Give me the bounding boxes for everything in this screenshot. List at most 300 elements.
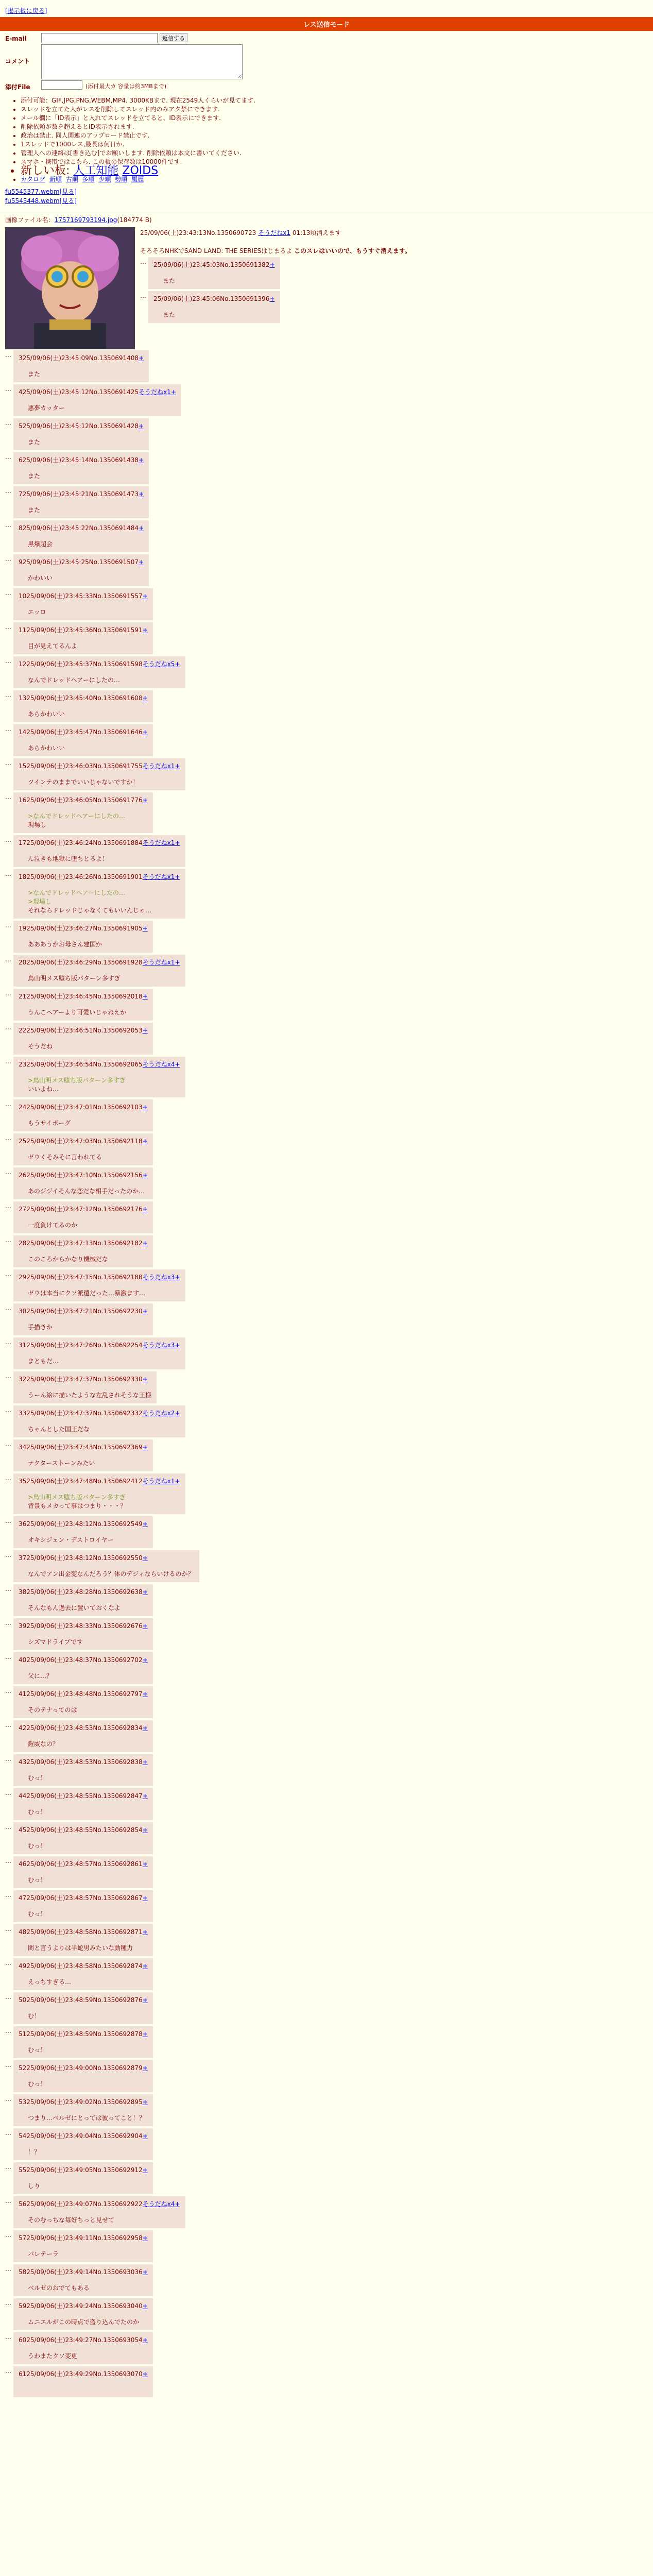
reply-header: [19, 487, 144, 498]
reply-plus-button[interactable]: +: [142, 2166, 148, 2174]
reply-indent-marker: …: [5, 589, 11, 597]
reply-indent-marker: …: [5, 2299, 11, 2307]
reply-plus-button[interactable]: +: [142, 993, 148, 1000]
character-thumbnail-icon: [6, 228, 134, 349]
reply-body: [19, 1001, 148, 1021]
reply-line: このころからかなり機械だな: [28, 1256, 109, 1263]
reply-post: [13, 1992, 153, 2024]
reply-plus-button[interactable]: +: [175, 1061, 180, 1068]
reply-row: [5, 1472, 653, 1515]
reply-indent-marker: …: [5, 1585, 11, 1592]
reply-soudane-button[interactable]: そうだねx1: [142, 1478, 175, 1485]
reply-line: 現場し: [28, 821, 47, 828]
reply-post: [13, 2026, 153, 2058]
reply-plus-button[interactable]: +: [142, 2098, 148, 2106]
reply-body: [19, 1315, 148, 1335]
reply-line: むっ！: [28, 1876, 47, 1884]
reply-body: [153, 303, 275, 323]
reply-plus-button[interactable]: +: [142, 1996, 148, 2004]
reply-row: [5, 2127, 653, 2161]
reply-plus-button[interactable]: +: [139, 490, 144, 498]
reply-post: [13, 622, 153, 654]
reply-body: [19, 847, 180, 867]
reply-indent-marker: …: [5, 1755, 11, 1762]
sort-many-link[interactable]: 多順: [82, 176, 95, 183]
reply-header: [19, 759, 180, 770]
reply-header: [19, 1585, 148, 1596]
reply-post: [13, 1618, 153, 1650]
reply-plus-button[interactable]: +: [142, 1622, 148, 1630]
reply-plus-button[interactable]: +: [142, 2336, 148, 2344]
reply-header: [19, 1372, 151, 1383]
reply-indent-marker: …: [5, 836, 11, 843]
webm-link-1[interactable]: fu5545377.webm[見る]: [5, 188, 77, 195]
reply-row: [5, 1583, 653, 1617]
reply-meta: 5025/09/06(土)23:48:59No.1350692876: [19, 1996, 143, 2004]
reply-row: [5, 485, 653, 519]
reply-post: [13, 1133, 153, 1165]
reply-plus-button[interactable]: +: [142, 1962, 148, 1970]
reply-row: [5, 1022, 653, 1056]
reply-meta: 4525/09/06(土)23:48:55No.1350692854: [19, 1826, 143, 1834]
reply-plus-button[interactable]: +: [175, 839, 180, 846]
reply-post: [13, 955, 185, 987]
reply-body: [19, 1417, 180, 1437]
reply-line: また: [163, 311, 176, 318]
reply-plus-button[interactable]: +: [175, 660, 180, 668]
reply-header: [19, 1687, 148, 1698]
reply-body: [19, 1451, 148, 1471]
reply-line: 鎧威なの？: [28, 1740, 59, 1748]
reply-meta: 25/09/06(土)23:45:03No.1350691382: [153, 261, 270, 268]
new-boards-prefix: 新しい板:: [21, 164, 74, 177]
reply-post: [148, 257, 280, 289]
reply-header: [19, 2231, 148, 2242]
reply-soudane-button[interactable]: そうだねx5: [142, 660, 175, 668]
reply-plus-button[interactable]: +: [142, 2370, 148, 2378]
reply-row: [5, 1200, 653, 1234]
reply-soudane-button[interactable]: そうだねx4: [142, 2200, 175, 2208]
reply-indent-marker: …: [5, 2231, 11, 2239]
reply-line: ん泣きも地獄に堕ちとるよ！: [28, 855, 109, 862]
reply-line: エッロ: [28, 608, 46, 616]
reply-header: [19, 1619, 148, 1630]
reply-body: [19, 1936, 148, 1956]
reply-soudane-button[interactable]: そうだねx1: [142, 873, 175, 880]
webm-link-2[interactable]: fu5545448.webm[見る]: [5, 197, 77, 205]
reply-plus-button[interactable]: +: [142, 2064, 148, 2072]
reply-row: [5, 621, 653, 655]
reply-row: [5, 1991, 653, 2025]
reply-plus-button[interactable]: +: [142, 2132, 148, 2140]
reply-row: [5, 1821, 653, 1855]
reply-indent-marker: …: [5, 1338, 11, 1346]
reply-plus-button[interactable]: +: [142, 1690, 148, 1698]
reply-post: [13, 1516, 153, 1548]
reply-meta: 4625/09/06(土)23:48:57No.1350692861: [19, 1860, 143, 1868]
reply-plus-button[interactable]: +: [142, 1928, 148, 1936]
reply-plus-button[interactable]: +: [142, 1894, 148, 1902]
reply-plus-button[interactable]: +: [269, 261, 275, 268]
back-to-board-link[interactable]: [掲示板に戻る]: [5, 7, 47, 14]
reply-body: [19, 933, 148, 953]
reply-plus-button[interactable]: +: [142, 2302, 148, 2310]
reply-plus-button[interactable]: +: [142, 1027, 148, 1034]
submit-button[interactable]: 返信する: [160, 33, 187, 42]
reply-post: [13, 921, 153, 953]
reply-plus-button[interactable]: +: [139, 456, 144, 464]
reply-line: ナクターストーンみたい: [28, 1460, 95, 1467]
reply-header: [19, 1134, 148, 1145]
reply-soudane-button[interactable]: そうだねx1: [142, 762, 175, 770]
reply-plus-button[interactable]: +: [142, 626, 148, 634]
reply-body: [19, 770, 180, 790]
reply-line: あらかわいい: [28, 744, 65, 752]
reply-post: [13, 1822, 153, 1854]
reply-indent-marker: …: [5, 691, 11, 699]
reply-plus-button[interactable]: +: [139, 422, 144, 430]
reply-header: [19, 1721, 148, 1732]
reply-indent-marker: …: [5, 922, 11, 929]
comment-textarea[interactable]: [41, 44, 243, 79]
reply-header: [19, 657, 180, 668]
reply-line: しり: [28, 2182, 41, 2190]
reply-header: [153, 292, 275, 303]
reply-plus-button[interactable]: +: [142, 2268, 148, 2276]
reply-body: [19, 362, 144, 382]
file-input[interactable]: [41, 80, 82, 90]
reply-line: もうサイボーグ: [28, 1120, 71, 1127]
reply-row: [140, 290, 648, 324]
reply-indent-marker: …: [5, 555, 11, 563]
reply-post: [13, 989, 153, 1021]
reply-plus-button[interactable]: +: [142, 592, 148, 600]
reply-meta: 1025/09/06(土)23:45:33No.1350691557: [19, 592, 143, 600]
board-link-zoids[interactable]: ZOIDS: [122, 164, 159, 177]
reply-plus-button[interactable]: +: [142, 925, 148, 932]
reply-indent-marker: …: [5, 1440, 11, 1448]
reply-body: [19, 1766, 148, 1786]
reply-body: [19, 1281, 180, 1301]
reply-line: ！？: [28, 2148, 41, 2156]
reply-post: [13, 1584, 153, 1616]
reply-post: [13, 384, 181, 416]
reply-plus-button[interactable]: +: [142, 728, 148, 736]
reply-body: [19, 1732, 148, 1752]
reply-row: [5, 791, 653, 834]
reply-post: [13, 1856, 153, 1888]
reply-soudane-button[interactable]: そうだねx2: [142, 1410, 175, 1417]
reply-plus-button[interactable]: +: [175, 1342, 180, 1349]
reply-plus-button[interactable]: +: [142, 2234, 148, 2242]
reply-header: [19, 2061, 148, 2072]
reply-meta: 5825/09/06(土)23:49:14No.1350693036: [19, 2268, 143, 2276]
reply-post: [13, 452, 149, 484]
reply-indent-marker: …: [5, 990, 11, 997]
comment-row: [5, 44, 648, 79]
reply-plus-button[interactable]: +: [142, 1376, 148, 1383]
reply-plus-button[interactable]: +: [142, 1656, 148, 1664]
reply-row: [5, 383, 653, 417]
reply-body: [19, 2106, 148, 2126]
reply-header: [19, 419, 144, 430]
reply-line: また: [163, 277, 176, 284]
reply-plus-button[interactable]: +: [175, 959, 180, 966]
reply-indent-marker: …: [5, 1653, 11, 1660]
reply-plus-button[interactable]: +: [142, 1520, 148, 1528]
reply-row: [5, 689, 653, 723]
reply-header: [19, 521, 144, 532]
reply-row: [5, 1753, 653, 1787]
reply-body: [19, 1562, 194, 1582]
reply-post: [13, 2060, 153, 2092]
reply-meta: 2125/09/06(土)23:46:45No.1350692018: [19, 993, 143, 1000]
reply-meta: 5625/09/06(土)23:49:07No.1350692922: [19, 2200, 143, 2208]
reply-plus-button[interactable]: +: [175, 1274, 180, 1281]
reply-soudane-button[interactable]: そうだねx1: [139, 388, 171, 396]
reply-row: [5, 2331, 653, 2365]
reply-body: [19, 2072, 148, 2092]
reply-plus-button[interactable]: +: [175, 1410, 180, 1417]
reply-body: [19, 1179, 148, 1199]
reply-line: むっ！: [28, 1842, 47, 1850]
reply-line: また: [28, 506, 41, 514]
top-nav: [0, 0, 653, 17]
reply-indent-marker: …: [5, 956, 11, 963]
reply-indent-marker: …: [5, 2197, 11, 2205]
reply-body: [19, 1383, 151, 1403]
reply-post: [13, 2264, 153, 2296]
reply-row: [5, 2093, 653, 2127]
reply-line: うーん絵に描いたような左乱されそうな王様: [28, 1392, 152, 1399]
reply-meta: 5425/09/06(土)23:49:04No.1350692904: [19, 2132, 143, 2140]
reply-body: [19, 881, 180, 919]
reply-header: [19, 1993, 148, 2004]
file-name-link[interactable]: 1757169793194.jpg: [54, 216, 117, 224]
reply-meta: 3025/09/06(土)23:47:21No.1350692230: [19, 1308, 143, 1315]
reply-plus-button[interactable]: +: [142, 1554, 148, 1562]
reply-header: [19, 2095, 148, 2106]
reply-soudane-button[interactable]: そうだねx4: [142, 1061, 175, 1068]
reply-plus-button[interactable]: +: [142, 1444, 148, 1451]
reply-meta: 1325/09/06(土)23:45:40No.1350691608: [19, 694, 143, 702]
reply-body: [19, 1970, 148, 1990]
reply-post: [13, 350, 149, 382]
reply-plus-button[interactable]: +: [175, 1478, 180, 1485]
reply-indent-marker: …: [5, 2333, 11, 2341]
reply-soudane-button[interactable]: そうだねx3: [142, 1274, 175, 1281]
sort-new-link[interactable]: 新順: [49, 176, 62, 183]
reply-header: [19, 1475, 180, 1485]
reply-row: [5, 1132, 653, 1166]
reply-indent-marker: …: [5, 1406, 11, 1414]
reply-indent-marker: …: [5, 793, 11, 801]
op-post: [0, 224, 653, 349]
reply-plus-button[interactable]: +: [142, 1240, 148, 1247]
sort-momentum-link[interactable]: 勢順: [115, 176, 128, 183]
reply-post: [13, 1550, 199, 1582]
reply-plus-button[interactable]: +: [142, 694, 148, 702]
reply-meta: 3625/09/06(土)23:48:12No.1350692549: [19, 1520, 143, 1528]
reply-header: [19, 922, 148, 933]
reply-post: [13, 1201, 153, 1233]
reply-plus-button[interactable]: +: [142, 1104, 148, 1111]
op-thumbnail[interactable]: [5, 227, 135, 349]
reply-post: [13, 418, 149, 450]
reply-line: 背景もメカって事はつまり・・・？: [28, 1502, 127, 1510]
reply-meta: 2525/09/06(土)23:47:03No.1350692118: [19, 1138, 143, 1145]
reply-plus-button[interactable]: +: [142, 1792, 148, 1800]
reply-meta: 325/09/06(土)23:45:09No.1350691408: [19, 354, 139, 362]
reply-post: [13, 869, 185, 919]
reply-meta: 2225/09/06(土)23:46:51No.1350692053: [19, 1027, 143, 1034]
reply-indent-marker: …: [5, 1372, 11, 1380]
file-note: (添付最大カ 容量は約3MBまで): [85, 83, 167, 90]
reply-header: [19, 385, 176, 396]
reply-row: [5, 2059, 653, 2093]
reply-meta: 5225/09/06(土)23:49:00No.1350692879: [19, 2064, 143, 2072]
reply-indent-marker: …: [5, 1551, 11, 1558]
reply-plus-button[interactable]: +: [142, 1758, 148, 1766]
reply-row: [5, 349, 653, 383]
op-soudane-button[interactable]: そうだねx1: [258, 229, 291, 236]
reply-plus-button[interactable]: +: [142, 1308, 148, 1315]
reply-body: [19, 1528, 148, 1548]
reply-post: [13, 792, 153, 833]
reply-row: [5, 1719, 653, 1753]
reply-meta: 2025/09/06(土)23:46:29No.1350691928: [19, 959, 143, 966]
reply-plus-button[interactable]: +: [142, 1172, 148, 1179]
comment-label: コメント: [5, 58, 30, 65]
reply-line: それならドレッドじゃなくてもいいんじゃ…: [28, 907, 151, 914]
reply-plus-button[interactable]: +: [142, 1588, 148, 1596]
reply-soudane-button[interactable]: そうだねx3: [142, 1342, 175, 1349]
reply-line: ムニエルがこの時点で盗り込んでたのか: [28, 2318, 140, 2326]
reply-plus-button[interactable]: +: [139, 524, 144, 532]
reply-meta: 1825/09/06(土)23:46:26No.1350691901: [19, 873, 143, 880]
reply-line: オキシジェン・デストロイヤー: [28, 1536, 114, 1544]
reply-meta: 2825/09/06(土)23:47:13No.1350692182: [19, 1240, 143, 1247]
sort-old-link[interactable]: 古順: [65, 176, 78, 183]
reply-meta: 3125/09/06(土)23:47:26No.1350692254: [19, 1342, 143, 1349]
reply-plus-button[interactable]: +: [175, 2200, 180, 2208]
reply-indent-marker: …: [5, 759, 11, 767]
reply-plus-button[interactable]: +: [139, 558, 144, 566]
reply-indent-marker: …: [5, 1687, 11, 1694]
reply-post: [13, 835, 185, 867]
reply-meta: 6025/09/06(土)23:49:27No.1350693054: [19, 2336, 143, 2344]
catalog-link[interactable]: カタログ: [21, 176, 46, 183]
reply-body: [19, 668, 180, 688]
reply-header: [19, 351, 144, 362]
reply-meta: 2725/09/06(土)23:47:12No.1350692176: [19, 1206, 143, 1213]
reply-post: [13, 2128, 153, 2160]
reply-meta: 525/09/06(土)23:45:12No.1350691428: [19, 422, 139, 430]
reply-meta: 3325/09/06(土)23:47:37No.1350692332: [19, 1410, 143, 1417]
reply-body: [19, 1111, 148, 1131]
reply-plus-button[interactable]: +: [139, 354, 144, 362]
reply-header: [19, 2299, 148, 2310]
reply-plus-button[interactable]: +: [269, 295, 275, 302]
reply-row: [5, 451, 653, 485]
reply-indent-marker: …: [5, 1857, 11, 1865]
op-text: [140, 246, 648, 256]
reply-plus-button[interactable]: +: [142, 1138, 148, 1145]
reply-header: [19, 2027, 148, 2038]
reply-header: [19, 1789, 148, 1800]
reply-post: [13, 1337, 185, 1369]
reply-line: ツインテのままでいいじゃないですか！: [28, 778, 139, 786]
rule-item: • メール欄に「ID表示」と入れてスレッドを立てると、ID表示にできます.: [21, 114, 648, 123]
reply-plus-button[interactable]: +: [142, 1826, 148, 1834]
reply-indent-marker: …: [5, 419, 11, 427]
reply-indent-marker: …: [5, 2061, 11, 2069]
reply-body: [19, 804, 148, 833]
reply-plus-button[interactable]: +: [142, 796, 148, 804]
reply-post: [13, 588, 153, 620]
reply-header: [19, 870, 180, 881]
reply-row: [5, 723, 653, 757]
reply-header: [19, 1440, 148, 1451]
sort-few-link[interactable]: 少順: [98, 176, 111, 183]
reply-body: [19, 600, 148, 620]
reply-plus-button[interactable]: +: [142, 2030, 148, 2038]
history-link[interactable]: 履歴: [131, 176, 144, 183]
reply-plus-button[interactable]: +: [142, 1860, 148, 1868]
reply-indent-marker: …: [5, 1993, 11, 2001]
reply-header: [153, 258, 275, 269]
reply-post: [13, 2196, 185, 2228]
reply-line: 父に…？: [28, 1672, 53, 1680]
email-field[interactable]: [41, 33, 158, 43]
reply-indent-marker: …: [5, 1024, 11, 1031]
reply-body: [19, 2378, 148, 2389]
reply-header: [19, 1925, 148, 1936]
file-label: 添付File: [5, 83, 30, 91]
reply-soudane-button[interactable]: そうだねx1: [142, 839, 175, 846]
reply-plus-button[interactable]: +: [142, 1206, 148, 1213]
reply-soudane-button[interactable]: そうだねx1: [142, 959, 175, 966]
reply-plus-button[interactable]: +: [175, 762, 180, 770]
reply-post: [13, 2332, 153, 2364]
reply-body: [19, 1485, 180, 1514]
reply-header: [19, 2163, 148, 2174]
reply-plus-button[interactable]: +: [142, 1724, 148, 1732]
email-label: E-mail: [5, 35, 27, 42]
reply-row: [5, 417, 653, 451]
reply-meta: 725/09/06(土)23:45:21No.1350691473: [19, 490, 139, 498]
reply-body: [19, 532, 144, 552]
reply-row: [5, 553, 653, 587]
reply-row: [5, 1515, 653, 1549]
reply-header: [19, 990, 148, 1001]
reply-indent-marker: …: [5, 1925, 11, 1933]
op-header: [140, 228, 648, 237]
reply-post: [13, 2094, 153, 2126]
reply-body: [19, 2004, 148, 2024]
reply-header: [19, 623, 148, 634]
reply-header: [19, 1755, 148, 1766]
reply-plus-button[interactable]: +: [170, 388, 176, 396]
reply-indent-marker: …: [140, 292, 146, 299]
reply-header: [19, 836, 180, 847]
reply-plus-button[interactable]: +: [175, 873, 180, 880]
board-link-ai[interactable]: 人工知能: [73, 164, 119, 177]
reply-header: [19, 2129, 148, 2140]
reply-row: [5, 1404, 653, 1438]
reply-post: [13, 656, 185, 688]
reply-line: あらかわいい: [28, 710, 65, 718]
